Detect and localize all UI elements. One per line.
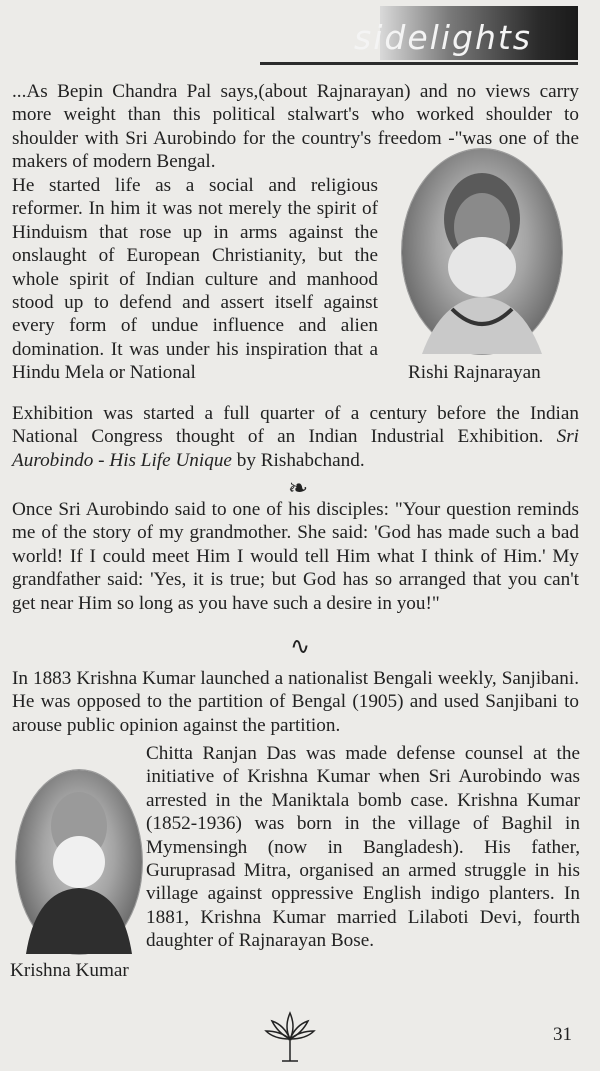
- paragraph-2: Once Sri Aurobindo said to one of his disciples: "Your question reminds me of the story of my grandmother. She said: 'God has made such a bad world! If I could meet Him I would tell Him what I think of Him.' My grandfather said: 'Yes, it is true; but God has so arranged that you can't get near Him so long as you have such a desire in you!": [12, 499, 579, 614]
- ornament-divider-icon: ❧: [287, 476, 309, 502]
- paragraph-1-side: He started life as a social and religious reformer. In him it was not merely the spirit of Hinduism that rose up in arms against the onslaught of European Christianity, but the whole spirit of Indian culture and manhood stood up to defend and assert itself against every form of undue influence and alien domination. It was under his inspiration that a Hindu Mela or National: [12, 175, 378, 384]
- section-title: sidelights: [354, 18, 532, 57]
- rishi-rajnarayan-caption: Rishi Rajnarayan: [408, 362, 541, 383]
- portrait-figure-icon: [402, 149, 562, 354]
- citation-author: by Rishabchand.: [231, 449, 365, 471]
- paragraph-1-full: [12, 402, 579, 472]
- paragraph-3-lead: In 1883 Krishna Kumar launched a nationalist Bengali weekly, Sanjibani. He was opposed to the partition of Bengal (1905) and used Sanjibani to arouse public opinion against the partition.: [12, 668, 579, 736]
- rishi-rajnarayan-portrait: [402, 149, 562, 354]
- ornament-divider-icon-2: ∿: [289, 634, 311, 660]
- krishna-kumar-portrait: [16, 770, 142, 954]
- portrait-figure-icon: [16, 770, 142, 954]
- lotus-icon: [260, 1005, 320, 1065]
- header-band: [354, 6, 578, 60]
- page-number: 31: [553, 1024, 572, 1045]
- paragraph-3-side: Chitta Ranjan Das was made defense counsel at the initiative of Krishna Kumar when Sri Aurobindo was arrested in the Maniktala bomb case. Krishna Kumar (1852-1936) was born in the village of Baghil in Mymensingh (now in Bangladesh). His father, Guruprasad Mitra, organised an armed struggle in his village against oppressive English indigo planters. In 1881, Krishna Kumar married Lilaboti Devi, fourth daughter of Rajnarayan Bose.: [146, 743, 580, 952]
- krishna-kumar-caption: Krishna Kumar: [10, 960, 129, 981]
- header-rule: [260, 62, 578, 65]
- paragraph-1-full-text: Exhibition was started a full quarter of a century before the Indian National Congress thought of an Indian Industrial Exhibition.: [12, 403, 579, 448]
- citation-title: Sri Aurobindo - His Life Unique: [12, 426, 580, 471]
- paragraph-1-lead: ...As Bepin Chandra Pal says,(about Rajnarayan) and no views carry more weight than this political stalwart's who worked shoulder to shoulder with Sri Aurobindo for the country's freedom -"was one of the makers of modern Bengal.: [12, 81, 579, 173]
